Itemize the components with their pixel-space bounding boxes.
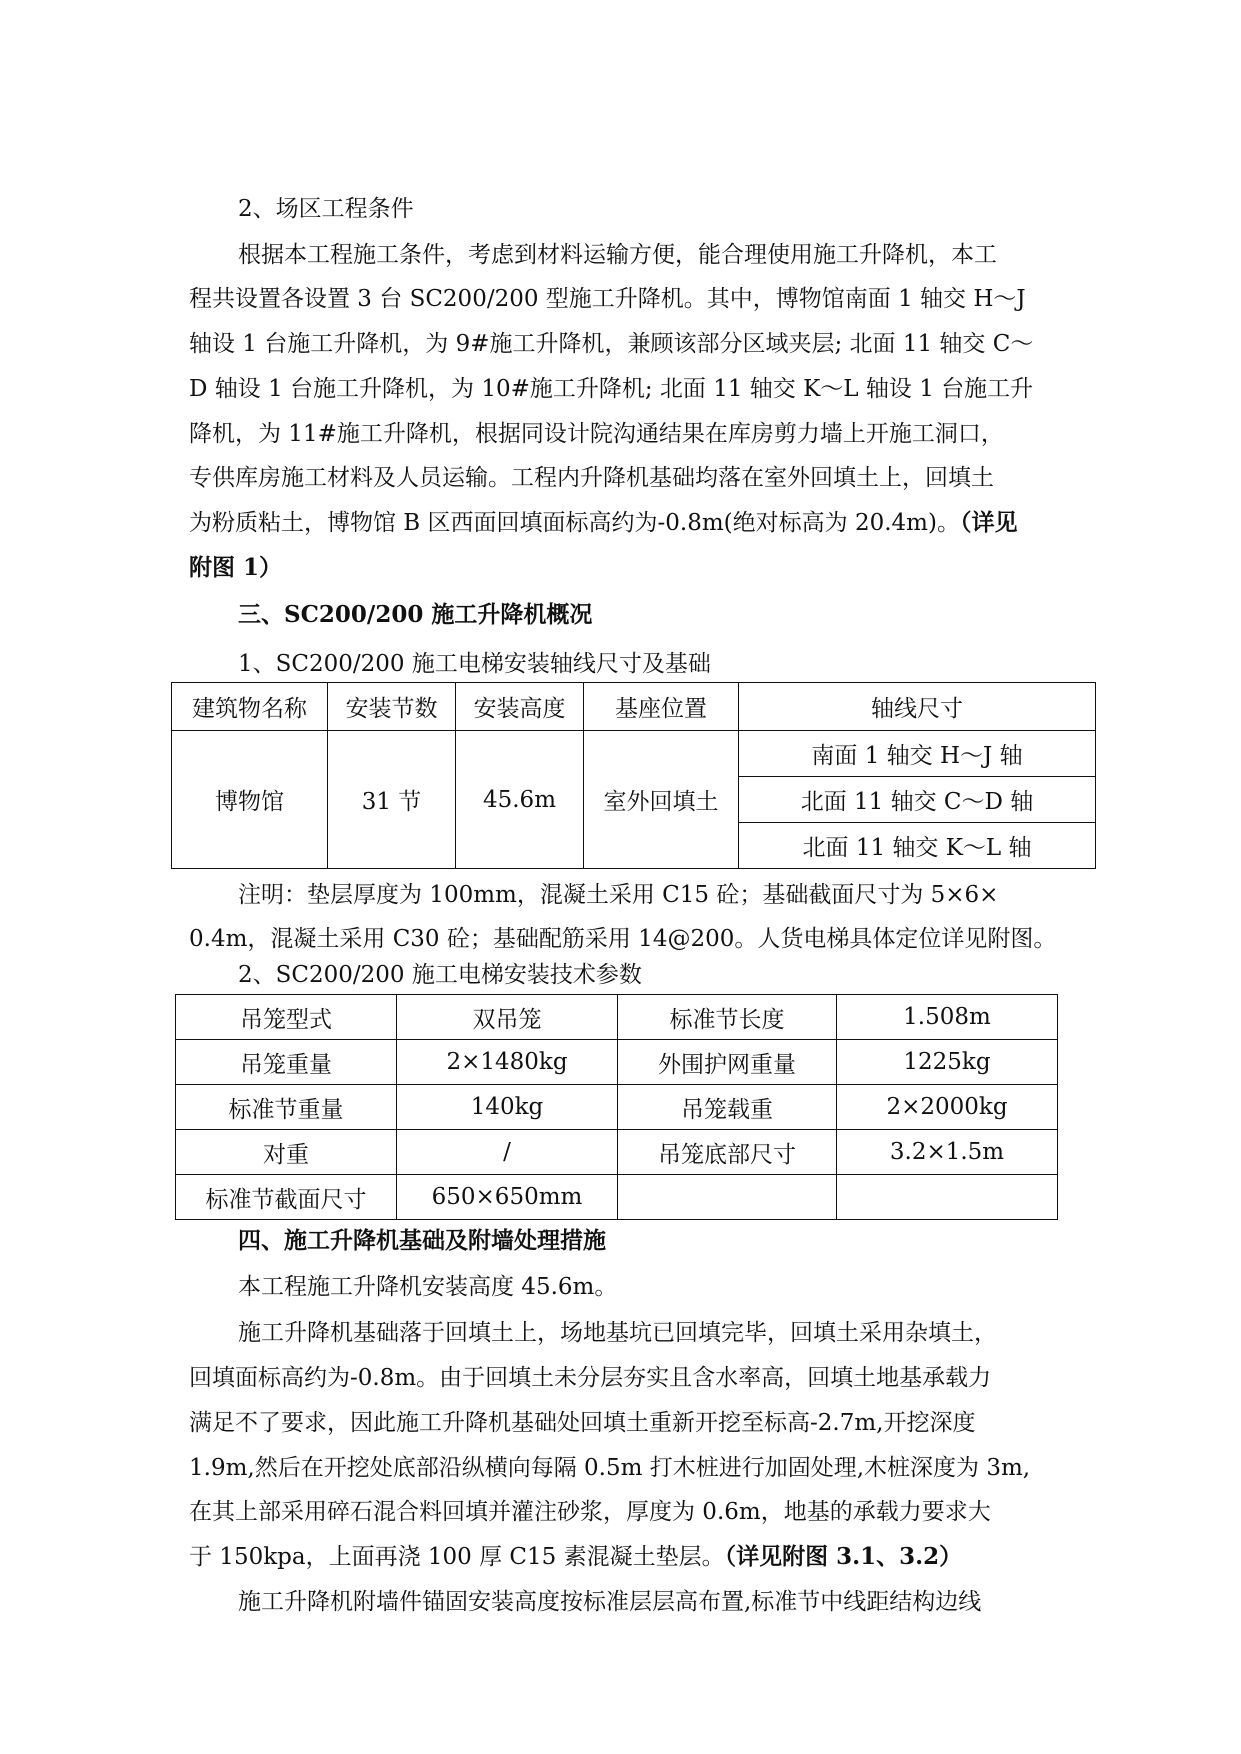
table-header: 基座位置: [584, 683, 739, 731]
table-cell: 140kg: [397, 1085, 618, 1130]
figure-reference: （详见: [959, 509, 1018, 536]
table-cell-building: 博物馆: [172, 731, 328, 869]
table-cell: 标准节截面尺寸: [176, 1175, 397, 1220]
table-cell: 1225kg: [837, 1040, 1058, 1085]
table-header: 轴线尺寸: [739, 683, 1096, 731]
axis-dimensions-table: [171, 682, 1096, 869]
paragraph-line: 施工升降机基础落于回填土上，场地基坑已回填完毕，回填土采用杂填土，: [238, 1320, 997, 1346]
table-cell: 标准节长度: [618, 995, 837, 1040]
table-header: 建筑物名称: [172, 683, 328, 731]
paragraph-line: 回填面标高约为-0.8m。由于回填土未分层夯实且含水率高，回填土地基承载力: [189, 1365, 992, 1391]
figure-reference: （详见附图 3.1、3.2）: [724, 1543, 963, 1570]
table-cell: 1.508m: [837, 995, 1058, 1040]
table-cell: /: [397, 1130, 618, 1175]
note-line: 注明：垫层厚度为 100mm，混凝土采用 C15 砼；基础截面尺寸为 5×6×: [238, 882, 999, 908]
paragraph-line: 程共设置各设置 3 台 SC200/200 型施工升降机。其中，博物馆南面 1 轴交 H～J: [189, 286, 1026, 312]
table-row: [176, 1130, 1058, 1175]
paragraph-line: 满足不了要求，因此施工升降机基础处回填土重新开挖至标高-2.7m,开挖深度: [189, 1410, 976, 1436]
table-header-row: [172, 683, 1096, 731]
table-row: [176, 995, 1058, 1040]
paragraph-line: 降机，为 11#施工升降机，根据同设计院沟通结果在库房剪力墙上开施工洞口，: [189, 421, 1004, 447]
table-cell: 3.2×1.5m: [837, 1130, 1058, 1175]
table-row: [172, 731, 1096, 777]
paragraph-line: 施工升降机附墙件锚固安装高度按标准层层高布置,标准节中线距结构边线: [238, 1589, 982, 1615]
table-header: 安装高度: [456, 683, 584, 731]
table-cell: 外围护网重量: [618, 1040, 837, 1085]
table-cell: 吊笼底部尺寸: [618, 1130, 837, 1175]
table-cell-axis: 南面 1 轴交 H～J 轴: [739, 731, 1096, 777]
table-row: [176, 1085, 1058, 1130]
table-cell: 吊笼载重: [618, 1085, 837, 1130]
paragraph-line: 在其上部采用碎石混合料回填并灌注砂浆，厚度为 0.6m，地基的承载力要求大: [189, 1499, 991, 1525]
paragraph-text: 于 150kpa，上面再浇 100 厚 C15 素混凝土垫层。: [189, 1544, 725, 1570]
subsection-heading-axis-dimensions: 1、SC200/200 施工电梯安装轴线尺寸及基础: [238, 651, 711, 677]
paragraph-line: 轴设 1 台施工升降机，为 9#施工升降机，兼顾该部分区域夹层; 北面 11 轴交 C～: [189, 331, 1034, 357]
figure-reference: 附图 1）: [189, 554, 283, 581]
technical-params-table: [175, 994, 1058, 1220]
subsection-heading-technical-params: 2、SC200/200 施工电梯安装技术参数: [238, 962, 642, 988]
table-cell: [837, 1175, 1058, 1220]
table-cell: 标准节重量: [176, 1085, 397, 1130]
table-cell: 吊笼型式: [176, 995, 397, 1040]
table-cell-axis: 北面 11 轴交 C～D 轴: [739, 777, 1096, 823]
paragraph-line: [189, 1542, 962, 1572]
table-cell: 吊笼重量: [176, 1040, 397, 1085]
table-cell: [618, 1175, 837, 1220]
table-cell: 2×2000kg: [837, 1085, 1058, 1130]
section-heading-site-conditions: 2、场区工程条件: [238, 196, 414, 222]
table-cell-height: 45.6m: [456, 731, 584, 869]
table-cell-base: 室外回填土: [584, 731, 739, 869]
paragraph-line: 1.9m,然后在开挖处底部沿纵横向每隔 0.5m 打木桩进行加固处理,木桩深度为 3m,: [189, 1455, 1031, 1481]
table-header: 安装节数: [328, 683, 456, 731]
note-line: 0.4m，混凝土采用 C30 砼；基础配筋采用 14@200。人货电梯具体定位详见附图。: [189, 926, 1057, 952]
table-cell-sections: 31 节: [328, 731, 456, 869]
table-cell: 2×1480kg: [397, 1040, 618, 1085]
paragraph-line: [189, 508, 1017, 538]
table-cell: 双吊笼: [397, 995, 618, 1040]
paragraph-text: 为粉质粘土，博物馆 B 区西面回填面标高约为-0.8m(绝对标高为 20.4m)。: [189, 510, 960, 536]
table-cell-axis: 北面 11 轴交 K～L 轴: [739, 823, 1096, 869]
table-row: [176, 1040, 1058, 1085]
section-heading-foundation: 四、施工升降机基础及附墙处理措施: [238, 1227, 606, 1254]
paragraph-line: 本工程施工升降机安装高度 45.6m。: [238, 1274, 618, 1300]
paragraph-line: 专供库房施工材料及人员运输。工程内升降机基础均落在室外回填土上，回填土: [189, 465, 994, 491]
paragraph-line: D 轴设 1 台施工升降机，为 10#施工升降机; 北面 11 轴交 K～L 轴设 1 台施工升: [189, 376, 1034, 402]
table-cell: 对重: [176, 1130, 397, 1175]
paragraph-line: 根据本工程施工条件，考虑到材料运输方便，能合理使用施工升降机，本工: [238, 242, 997, 268]
table-row: [176, 1175, 1058, 1220]
table-cell: 650×650mm: [397, 1175, 618, 1220]
section-heading-elevator-overview: 三、SC200/200 施工升降机概况: [238, 601, 593, 628]
